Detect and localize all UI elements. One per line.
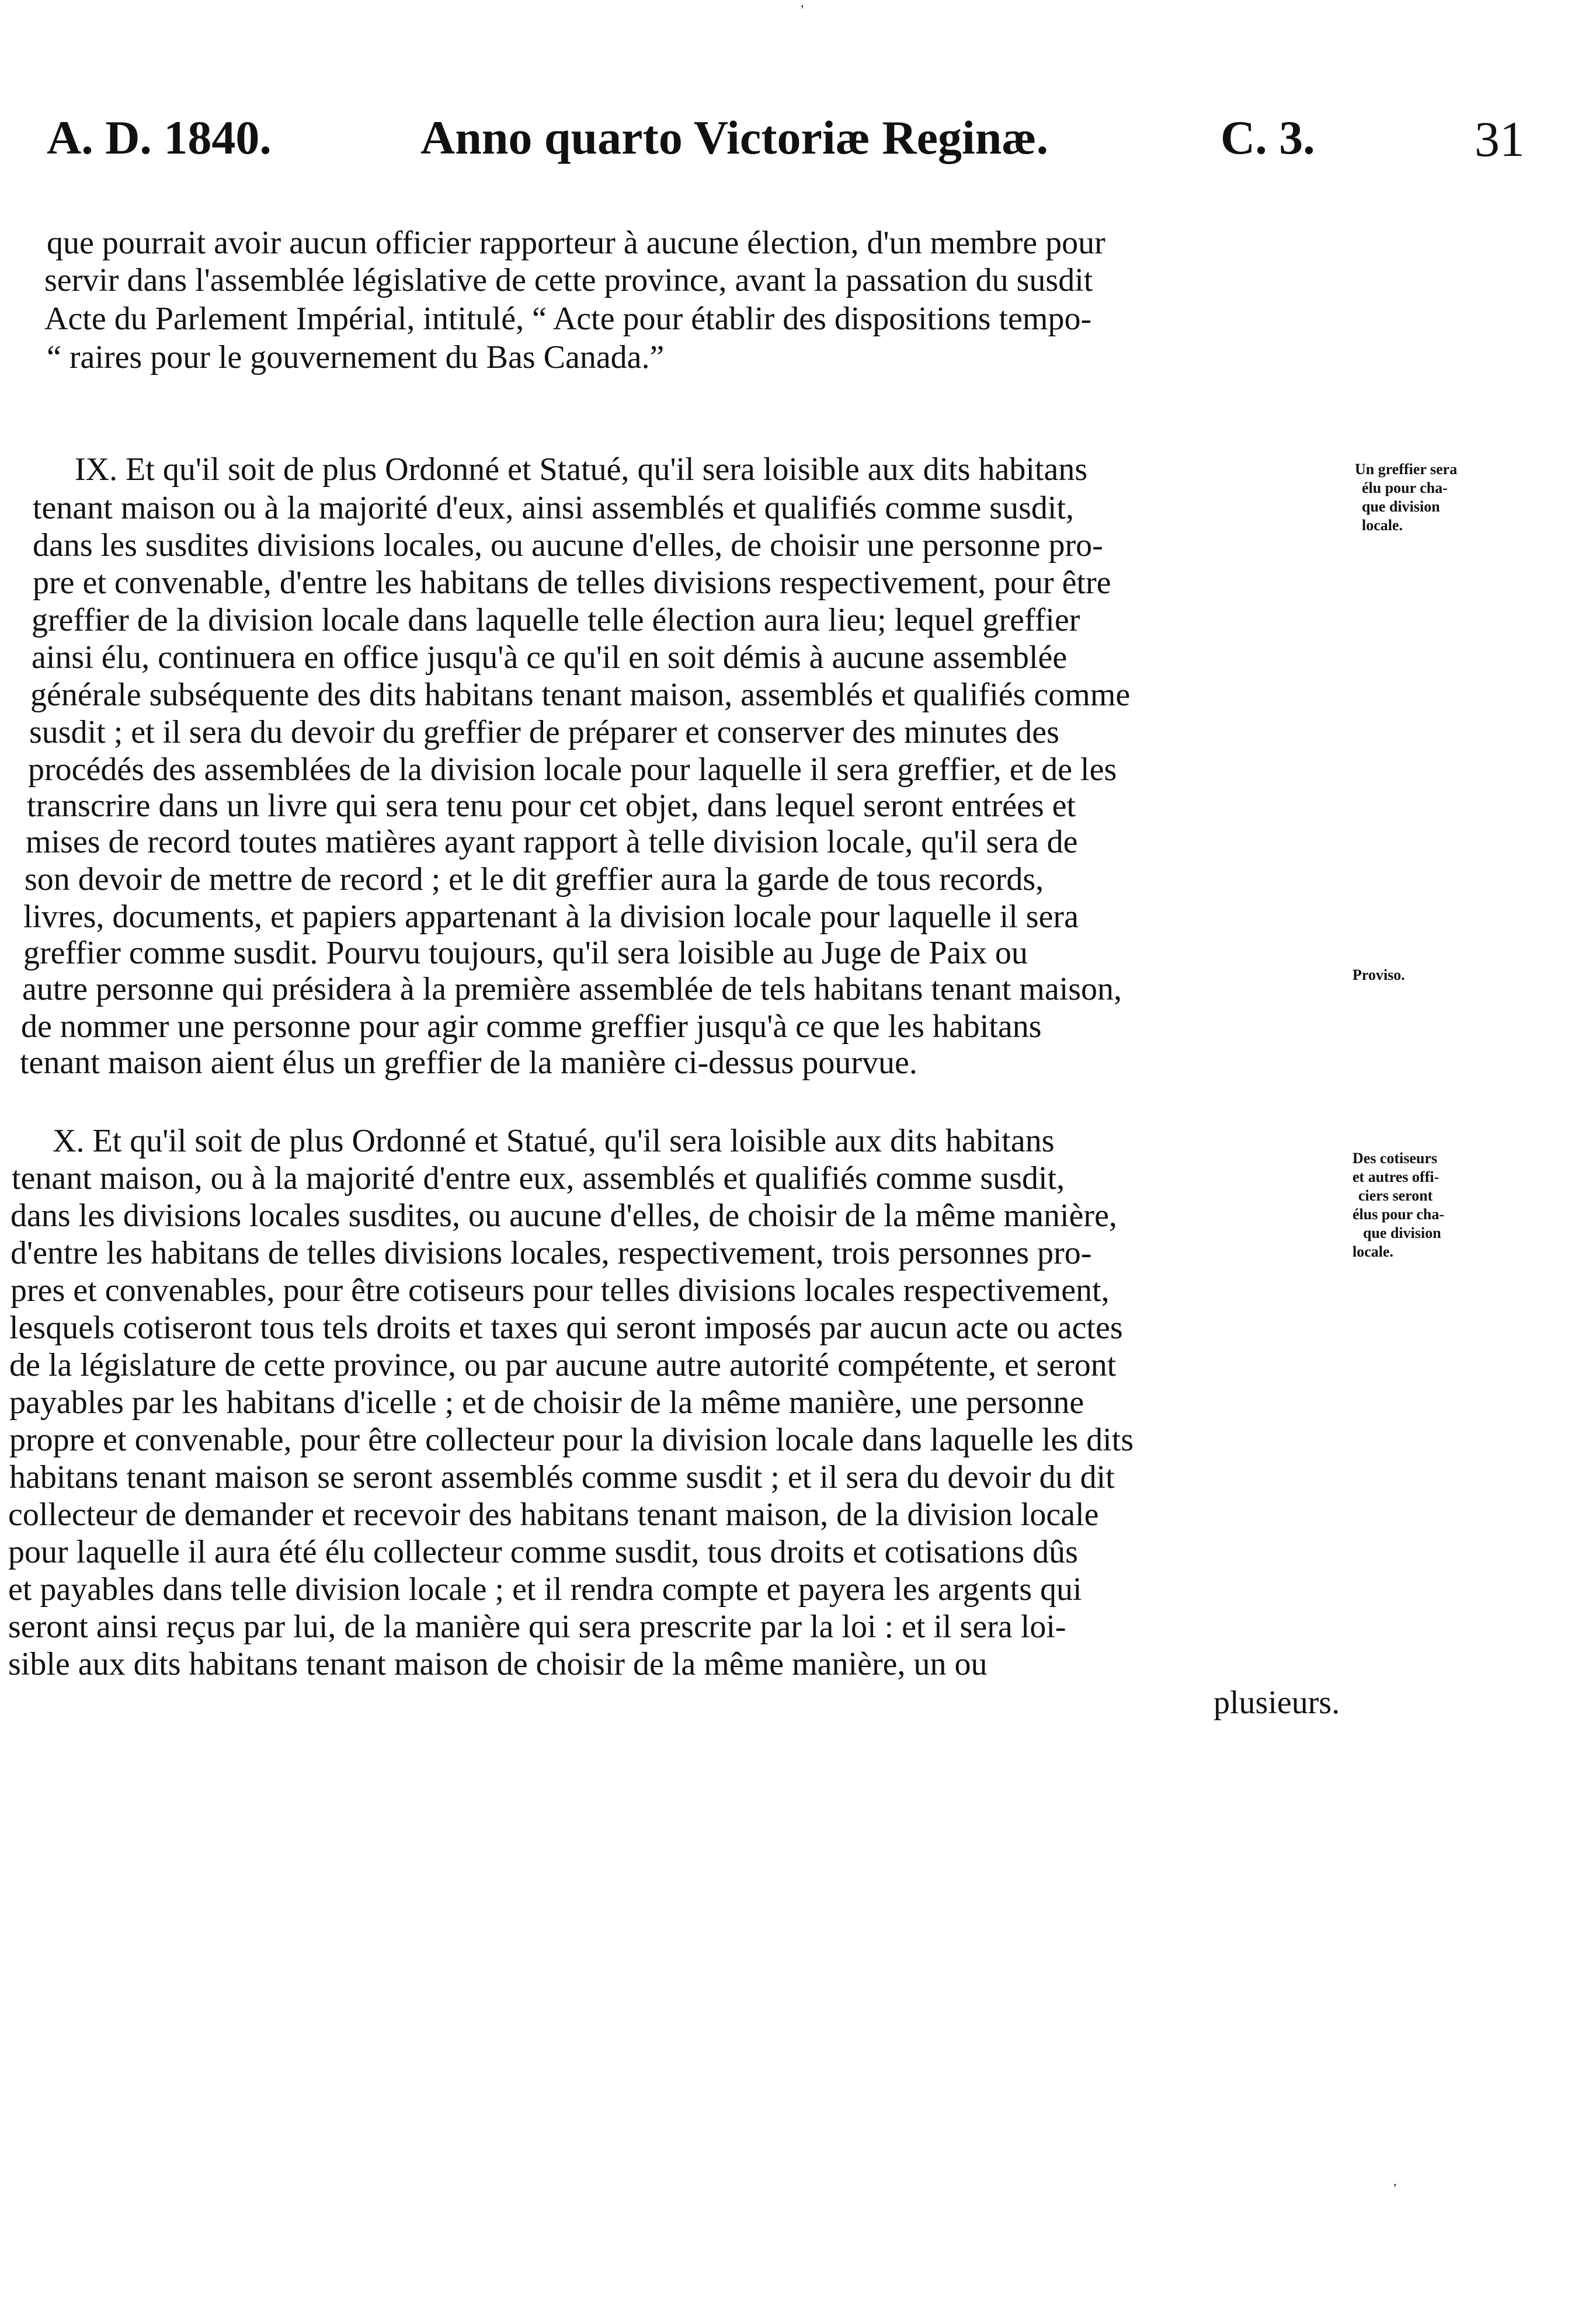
- text-line: transcrire dans un livre qui sera tenu pour cet objet, dans lequel seront entrées et: [27, 788, 1076, 824]
- text-line: tenant maison, ou à la majorité d'entre eux, assemblés et qualifiés comme susdit,: [12, 1160, 1065, 1196]
- text-line: dans les divisions locales susdites, ou aucune d'elles, de choisir de la même manière,: [11, 1198, 1117, 1234]
- margin-note-line: locale.: [1352, 1243, 1394, 1260]
- margin-note-line: ciers seront: [1358, 1187, 1433, 1204]
- text-line: Acte du Parlement Impérial, intitulé, “ Acte pour établir des dispositions tempo-: [44, 301, 1092, 337]
- text-line: servir dans l'assemblée législative de cette province, avant la passation du susdit: [44, 262, 1093, 298]
- text-line: livres, documents, et papiers appartenant à la division locale pour laquelle il sera: [23, 899, 1079, 935]
- margin-note-line: élu pour cha-: [1362, 479, 1448, 496]
- page-number: 31: [1475, 111, 1525, 167]
- running-header: [0, 111, 1589, 178]
- text-line: d'entre les habitans de telles divisions locales, respectivement, trois personnes pro-: [11, 1235, 1092, 1271]
- margin-note-line: Un greffier sera: [1355, 461, 1458, 478]
- text-line: greffier de la division locale dans laquelle telle élection aura lieu; lequel greffier: [32, 602, 1080, 638]
- margin-note-line: élus pour cha-: [1352, 1206, 1444, 1223]
- header-chapter: C. 3.: [1221, 111, 1315, 164]
- text-line: lesquels cotiseront tous tels droits et taxes qui seront imposés par aucun acte ou actes: [9, 1310, 1123, 1346]
- text-line: pour laquelle il aura été élu collecteur comme susdit, tous droits et cotisations dûs: [8, 1534, 1078, 1570]
- text-line: ainsi élu, continuera en office jusqu'à ce qu'il en soit démis à aucune assemblée: [32, 639, 1068, 676]
- print-mark: ʼ: [1393, 2181, 1397, 2196]
- text-line: IX. Et qu'il soit de plus Ordonné et Statué, qu'il sera loisible aux dits habitans: [75, 451, 1088, 488]
- header-year: A. D. 1840.: [47, 111, 272, 164]
- text-line: de nommer une personne pour agir comme greffier jusqu'à ce que les habitans: [21, 1008, 1042, 1045]
- text-line: pre et convenable, d'entre les habitans de telles divisions respectivement, pour être: [33, 565, 1111, 601]
- text-line: procédés des assemblées de la division locale pour laquelle il sera greffier, et de les: [28, 752, 1117, 788]
- text-line: susdit ; et il sera du devoir du greffier de préparer et conserver des minutes des: [29, 714, 1059, 750]
- margin-note-cotiseurs: [1352, 1149, 1444, 1261]
- margin-note-line: Des cotiseurs: [1352, 1150, 1438, 1167]
- text-line: autre personne qui présidera à la première assemblée de tels habitans tenant maison,: [22, 971, 1122, 1007]
- margin-note-greffier: [1355, 460, 1457, 535]
- text-line: payables par les habitans d'icelle ; et de choisir de la même manière, une personne: [9, 1384, 1084, 1421]
- text-line: tenant maison aient élus un greffier de la manière ci-dessus pourvue.: [20, 1045, 917, 1081]
- text-line: seront ainsi reçus par lui, de la manière qui sera prescrite par la loi : et il sera loi-: [8, 1609, 1066, 1645]
- text-line: X. Et qu'il soit de plus Ordonné et Statué, qu'il sera loisible aux dits habitans: [53, 1123, 1055, 1159]
- text-line: son devoir de mettre de record ; et le dit greffier aura la garde de tous records,: [25, 861, 1044, 897]
- text-line: de la législature de cette province, ou par aucune autre autorité compétente, et seront: [9, 1347, 1117, 1383]
- margin-note-line: que division: [1363, 1224, 1441, 1241]
- text-line: mises de record toutes matières ayant rapport à telle division locale, qu'il sera de: [26, 824, 1078, 860]
- text-line: greffier comme susdit. Pourvu toujours, qu'il sera loisible au Juge de Paix ou: [23, 935, 1028, 971]
- text-line: dans les susdites divisions locales, ou aucune d'elles, de choisir une personne pro-: [33, 527, 1103, 563]
- header-title: Anno quarto Victoriæ Reginæ.: [420, 111, 1049, 164]
- margin-note-proviso: Proviso.: [1352, 966, 1405, 983]
- text-line: collecteur de demander et recevoir des habitans tenant maison, de la division locale: [8, 1497, 1099, 1533]
- catchword: plusieurs.: [1214, 1685, 1340, 1721]
- margin-note-line: locale.: [1362, 517, 1403, 534]
- margin-note-line: que division: [1362, 498, 1440, 515]
- text-line: sible aux dits habitans tenant maison de choisir de la même manière, un ou: [8, 1646, 988, 1682]
- text-line: générale subséquente des dits habitans tenant maison, assemblés et qualifiés comme: [30, 677, 1131, 713]
- text-line: “ raires pour le gouvernement du Bas Canada.”: [47, 339, 665, 375]
- margin-note-line: et autres offi-: [1352, 1168, 1440, 1185]
- text-line: propre et convenable, pour être collecteur pour la division locale dans laquelle les dits: [9, 1422, 1134, 1458]
- text-line: pres et convenables, pour être cotiseurs pour telles divisions locales respectivement,: [11, 1272, 1110, 1309]
- text-line: tenant maison ou à la majorité d'eux, ainsi assemblés et qualifiés comme susdit,: [33, 490, 1075, 526]
- print-mark: ʼ: [800, 2, 805, 17]
- text-line: et payables dans telle division locale ; et il rendra compte et payera les argents qui: [8, 1571, 1082, 1608]
- text-line: habitans tenant maison se seront assemblés comme susdit ; et il sera du devoir du dit: [9, 1459, 1115, 1495]
- text-line: que pourrait avoir aucun officier rapporteur à aucune élection, d'un membre pour: [47, 225, 1105, 261]
